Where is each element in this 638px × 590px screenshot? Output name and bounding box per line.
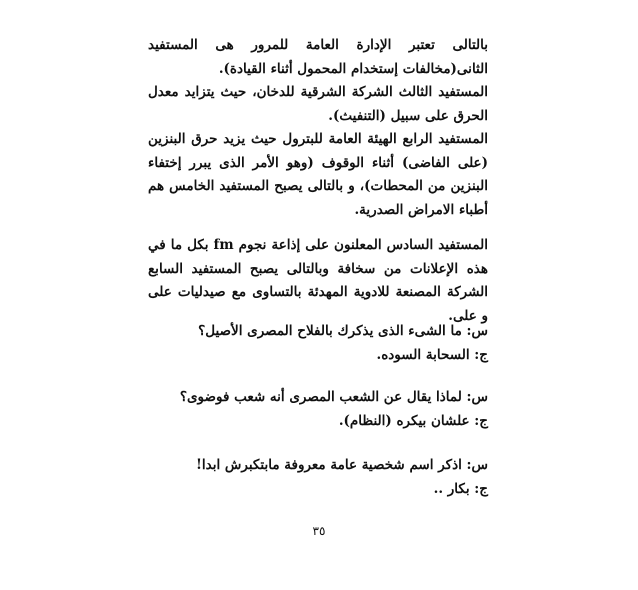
page-number: ٣٥ [312, 524, 326, 538]
paragraph-second-beneficiary: بالتالى تعتبر الإدارة العامة للمرور هى المستفيد الثانى(مخالفات إستخدام المحمول أثناء القيادة). [148, 37, 488, 77]
paragraph-sixth-beneficiary: المستفيد السادس المعلنون على إذاعة نجوم fm بكل ما في هذه الإعلانات من سخافة وبالتالى يصبح المستفيد السابع الشركة المصنعة للادوية المهدئة بالتساوى مع صيدليات على و على. [148, 237, 488, 324]
advertisers-section [148, 234, 488, 328]
beneficiaries-section [148, 34, 488, 222]
answer-1: ج: السحابة السوده. [376, 346, 488, 363]
question-3: س: اذكر اسم شخصية عامة معروفة مابتكبرش ابدا! [195, 457, 488, 473]
question-2: س: لماذا يقال عن الشعب المصرى أنه شعب فوضوى؟ [179, 389, 488, 405]
answer-2: ج: علشان بيكره (النظام). [338, 412, 488, 429]
paragraph-fourth-beneficiary: المستفيد الرابع الهيئة العامة للبترول حيث يزيد حرق البنزين (على الفاضى) أثناء الوقوف (وهو الأمر الذى يبرر إختفاء البنزين من المحطات)، و بالتالى يصبح المستفيد الخامس هم أطباء الامراض الصدرية. [148, 131, 488, 218]
question-1: س: ما الشىء الذى يذكرك بالفلاح المصرى الأصيل؟ [198, 323, 488, 339]
qa-item-1 [148, 320, 488, 367]
answer-3: ج: بكار .. [433, 480, 488, 497]
qa-item-2 [148, 386, 488, 433]
qa-item-3 [148, 454, 488, 501]
paragraph-third-beneficiary: المستفيد الثالث الشركة الشرقية للدخان، حيث يتزايد معدل الحرق على سبيل (التنفيث). [148, 84, 488, 124]
